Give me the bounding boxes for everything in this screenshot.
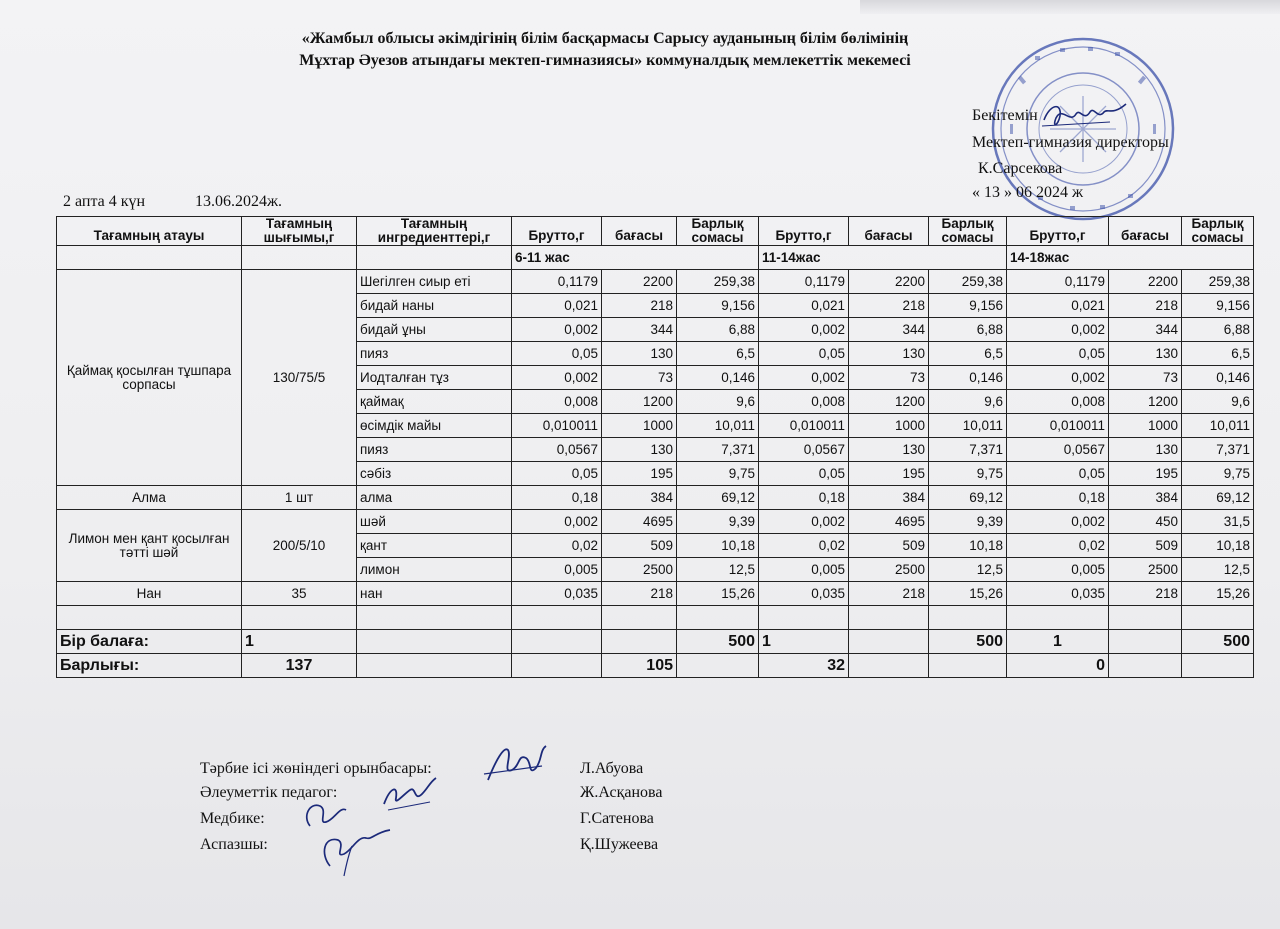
per-child-cell: 500 xyxy=(929,630,1007,654)
ingredient-value: 0,0567 xyxy=(512,438,602,462)
ingredient-value: 384 xyxy=(849,486,929,510)
ingredient-value: 0,035 xyxy=(759,582,849,606)
header-ingredients: Тағамның ингредиенттері,г xyxy=(357,217,512,246)
ingredient-name: нан xyxy=(357,582,512,606)
ingredient-value: 344 xyxy=(849,318,929,342)
header-total: Барлық сомасы xyxy=(1182,217,1254,246)
ingredient-value: 0,035 xyxy=(512,582,602,606)
dish-yield: 35 xyxy=(242,582,357,606)
ingredient-value: 2500 xyxy=(849,558,929,582)
ingredient-value: 6,88 xyxy=(677,318,759,342)
dish-name: Лимон мен қант қосылған тәтті шәй xyxy=(57,510,242,582)
ingredient-value: 73 xyxy=(849,366,929,390)
ingredient-value: 0,05 xyxy=(1007,462,1109,486)
ingredient-value: 0,146 xyxy=(929,366,1007,390)
ingredient-value: 9,6 xyxy=(1182,390,1254,414)
ingredient-value: 7,371 xyxy=(929,438,1007,462)
ingredient-value: 2200 xyxy=(1109,270,1182,294)
ingredient-value: 6,5 xyxy=(1182,342,1254,366)
per-child-cell: Бір балаға: xyxy=(57,630,242,654)
ingredient-value: 6,88 xyxy=(1182,318,1254,342)
ingredient-name: алма xyxy=(357,486,512,510)
ingredient-value: 1200 xyxy=(1109,390,1182,414)
ingredient-value: 0,02 xyxy=(512,534,602,558)
ingredient-value: 218 xyxy=(602,582,677,606)
ingredient-value: 12,5 xyxy=(929,558,1007,582)
ingredient-value: 0,008 xyxy=(759,390,849,414)
ingredient-value: 9,75 xyxy=(677,462,759,486)
dish-yield: 200/5/10 xyxy=(242,510,357,582)
ingredient-value: 1200 xyxy=(849,390,929,414)
ingredient-value: 0,021 xyxy=(512,294,602,318)
age-group-3: 14-18жас xyxy=(1007,246,1254,270)
underlying-page-edge xyxy=(860,0,1280,14)
table-row xyxy=(57,510,1254,534)
ingredient-value: 7,371 xyxy=(677,438,759,462)
ingredient-value: 0,146 xyxy=(1182,366,1254,390)
ingredient-value: 259,38 xyxy=(929,270,1007,294)
table-row xyxy=(57,486,1254,510)
approval-date: « 13 » 06 2024 ж xyxy=(972,184,1084,201)
dish-name: Нан xyxy=(57,582,242,606)
ingredient-name: пияз xyxy=(357,342,512,366)
ingredient-value: 2200 xyxy=(602,270,677,294)
ingredient-value: 0,02 xyxy=(759,534,849,558)
ingredient-value: 0,010011 xyxy=(759,414,849,438)
totals-row xyxy=(57,654,1254,678)
ingredient-value: 0,005 xyxy=(759,558,849,582)
ingredient-value: 130 xyxy=(602,342,677,366)
totals-cell: 32 xyxy=(759,654,849,678)
ingredient-value: 0,002 xyxy=(1007,366,1109,390)
header-price: бағасы xyxy=(602,217,677,246)
ingredient-value: 218 xyxy=(1109,294,1182,318)
ingredient-value: 130 xyxy=(1109,438,1182,462)
ingredient-value: 0,0567 xyxy=(1007,438,1109,462)
ingredient-value: 1200 xyxy=(602,390,677,414)
ingredient-value: 195 xyxy=(849,462,929,486)
ingredient-value: 0,010011 xyxy=(512,414,602,438)
ingredient-value: 10,011 xyxy=(1182,414,1254,438)
ingredient-name: Иодталған тұз xyxy=(357,366,512,390)
director-signature-icon xyxy=(1040,98,1130,132)
ingredient-value: 31,5 xyxy=(1182,510,1254,534)
ingredient-value: 0,05 xyxy=(512,462,602,486)
per-child-row xyxy=(57,630,1254,654)
ingredient-value: 9,6 xyxy=(929,390,1007,414)
header-dish: Тағамның атауы xyxy=(57,217,242,246)
ingredient-value: 0,005 xyxy=(512,558,602,582)
header-yield: Тағамның шығымы,г xyxy=(242,217,357,246)
table-row xyxy=(57,270,1254,294)
totals-cell: 105 xyxy=(602,654,677,678)
ingredient-value: 10,011 xyxy=(677,414,759,438)
per-child-cell: 1 xyxy=(1007,630,1109,654)
ingredient-value: 0,18 xyxy=(759,486,849,510)
ingredient-value: 0,146 xyxy=(677,366,759,390)
ingredient-value: 0,05 xyxy=(759,342,849,366)
ingredient-value: 0,18 xyxy=(1007,486,1109,510)
per-child-cell: 1 xyxy=(242,630,357,654)
ingredient-value: 9,156 xyxy=(1182,294,1254,318)
approval-position: Мектеп-гимназия директоры xyxy=(972,134,1169,151)
dish-name: Алма xyxy=(57,486,242,510)
ingredient-name: бидай наны xyxy=(357,294,512,318)
ingredient-value: 384 xyxy=(1109,486,1182,510)
header-brutto: Брутто,г xyxy=(759,217,849,246)
ingredient-value: 218 xyxy=(602,294,677,318)
ingredient-name: сәбіз xyxy=(357,462,512,486)
ingredient-value: 2500 xyxy=(602,558,677,582)
ingredient-value: 69,12 xyxy=(929,486,1007,510)
ingredient-value: 259,38 xyxy=(1182,270,1254,294)
totals-cell: Барлығы: xyxy=(57,654,242,678)
ingredient-value: 0,021 xyxy=(1007,294,1109,318)
nurse-cook-signature-icon xyxy=(300,796,400,882)
ingredient-value: 73 xyxy=(602,366,677,390)
ingredient-value: 0,002 xyxy=(1007,510,1109,534)
ingredient-value: 0,002 xyxy=(512,510,602,534)
ingredient-value: 1000 xyxy=(602,414,677,438)
ingredient-value: 9,39 xyxy=(929,510,1007,534)
ingredient-value: 218 xyxy=(849,582,929,606)
header-price: бағасы xyxy=(849,217,929,246)
ingredient-value: 218 xyxy=(849,294,929,318)
ingredient-value: 0,1179 xyxy=(1007,270,1109,294)
ingredient-value: 0,05 xyxy=(1007,342,1109,366)
deputy-signature-icon xyxy=(482,740,552,788)
header-total: Барлық сомасы xyxy=(929,217,1007,246)
ingredient-value: 9,156 xyxy=(677,294,759,318)
ingredient-name: өсімдік майы xyxy=(357,414,512,438)
ingredient-value: 0,05 xyxy=(512,342,602,366)
footer-role-deputy: Тәрбие ісі жөніндегі орынбасары: xyxy=(200,760,432,777)
age-group-2: 11-14жас xyxy=(759,246,1007,270)
ingredient-value: 0,010011 xyxy=(1007,414,1109,438)
ingredient-value: 0,18 xyxy=(512,486,602,510)
ingredient-value: 0,002 xyxy=(759,318,849,342)
ingredient-name: Шегілген сиыр еті xyxy=(357,270,512,294)
ingredient-value: 10,011 xyxy=(929,414,1007,438)
ingredient-value: 195 xyxy=(1109,462,1182,486)
ingredient-value: 12,5 xyxy=(677,558,759,582)
menu-table xyxy=(56,216,1254,678)
ingredient-value: 69,12 xyxy=(1182,486,1254,510)
per-child-cell: 500 xyxy=(1182,630,1254,654)
ingredient-value: 509 xyxy=(849,534,929,558)
ingredient-value: 130 xyxy=(602,438,677,462)
ingredient-value: 0,002 xyxy=(512,366,602,390)
ingredient-value: 0,035 xyxy=(1007,582,1109,606)
table-row xyxy=(57,582,1254,606)
ingredient-value: 450 xyxy=(1109,510,1182,534)
ingredient-value: 130 xyxy=(1109,342,1182,366)
week-day-label: 2 апта 4 күн xyxy=(63,193,146,210)
header-brutto: Брутто,г xyxy=(1007,217,1109,246)
ingredient-value: 195 xyxy=(602,462,677,486)
ingredient-value: 6,88 xyxy=(929,318,1007,342)
ingredient-value: 218 xyxy=(1109,582,1182,606)
ingredient-value: 259,38 xyxy=(677,270,759,294)
ingredient-name: бидай ұны xyxy=(357,318,512,342)
ingredient-value: 0,1179 xyxy=(512,270,602,294)
ingredient-name: лимон xyxy=(357,558,512,582)
ingredient-value: 4695 xyxy=(849,510,929,534)
ingredient-value: 7,371 xyxy=(1182,438,1254,462)
ingredient-value: 344 xyxy=(1109,318,1182,342)
ingredient-value: 0,005 xyxy=(1007,558,1109,582)
totals-cell: 137 xyxy=(242,654,357,678)
ingredient-value: 0,02 xyxy=(1007,534,1109,558)
ingredient-value: 509 xyxy=(602,534,677,558)
approval-title: Бекітемін xyxy=(972,107,1038,124)
footer-name-deputy: Л.Абуова xyxy=(580,760,644,777)
per-child-cell: 1 xyxy=(759,630,849,654)
ingredient-value: 10,18 xyxy=(1182,534,1254,558)
footer-name-nurse: Г.Сатенова xyxy=(580,810,654,827)
ingredient-value: 0,05 xyxy=(759,462,849,486)
ingredient-value: 509 xyxy=(1109,534,1182,558)
ingredient-value: 6,5 xyxy=(929,342,1007,366)
ingredient-value: 9,39 xyxy=(677,510,759,534)
ingredient-value: 0,008 xyxy=(512,390,602,414)
totals-cell: 0 xyxy=(1007,654,1109,678)
header-price: бағасы xyxy=(1109,217,1182,246)
school-header-line1: «Жамбыл облысы әкімдігінің білім басқармасы Сарысу ауданының білім бөлімінің xyxy=(301,30,909,47)
footer-name-cook: Қ.Шужеева xyxy=(580,836,659,853)
dish-yield: 1 шт xyxy=(242,486,357,510)
ingredient-value: 15,26 xyxy=(929,582,1007,606)
header-brutto: Брутто,г xyxy=(512,217,602,246)
age-group-1: 6-11 жас xyxy=(512,246,759,270)
ingredient-value: 0,021 xyxy=(759,294,849,318)
ingredient-name: қаймақ xyxy=(357,390,512,414)
ingredient-value: 4695 xyxy=(602,510,677,534)
ingredient-value: 0,002 xyxy=(759,366,849,390)
ingredient-value: 10,18 xyxy=(929,534,1007,558)
ingredient-value: 6,5 xyxy=(677,342,759,366)
dish-yield: 130/75/5 xyxy=(242,270,357,486)
ingredient-name: шәй xyxy=(357,510,512,534)
ingredient-value: 0,0567 xyxy=(759,438,849,462)
ingredient-value: 73 xyxy=(1109,366,1182,390)
school-header-line2: Мұхтар Әуезов атындағы мектеп-гимназиясы» коммуналдық мемлекеттік мекемесі xyxy=(299,52,911,69)
ingredient-value: 9,75 xyxy=(929,462,1007,486)
per-child-cell: 500 xyxy=(677,630,759,654)
menu-date: 13.06.2024ж. xyxy=(195,193,283,210)
footer-role-social-pedagogue: Әлеуметтік педагог: xyxy=(200,784,338,801)
ingredient-value: 130 xyxy=(849,438,929,462)
ingredient-value: 0,002 xyxy=(759,510,849,534)
footer-role-nurse: Медбике: xyxy=(200,810,265,827)
ingredient-value: 0,1179 xyxy=(759,270,849,294)
ingredient-value: 0,002 xyxy=(1007,318,1109,342)
footer-name-social-pedagogue: Ж.Асқанова xyxy=(580,784,663,801)
ingredient-name: пияз xyxy=(357,438,512,462)
ingredient-value: 1000 xyxy=(1109,414,1182,438)
ingredient-value: 384 xyxy=(602,486,677,510)
ingredient-value: 15,26 xyxy=(1182,582,1254,606)
ingredient-value: 0,008 xyxy=(1007,390,1109,414)
ingredient-value: 9,156 xyxy=(929,294,1007,318)
ingredient-value: 10,18 xyxy=(677,534,759,558)
footer-role-cook: Аспазшы: xyxy=(200,836,268,853)
ingredient-value: 0,002 xyxy=(512,318,602,342)
approval-name: К.Сарсекова xyxy=(978,160,1063,177)
ingredient-value: 9,75 xyxy=(1182,462,1254,486)
ingredient-name: қант xyxy=(357,534,512,558)
dish-name: Қаймақ қосылған тұшпара сорпасы xyxy=(57,270,242,486)
header-total: Барлық сомасы xyxy=(677,217,759,246)
ingredient-value: 130 xyxy=(849,342,929,366)
empty-row xyxy=(57,606,1254,630)
ingredient-value: 9,6 xyxy=(677,390,759,414)
ingredient-value: 1000 xyxy=(849,414,929,438)
ingredient-value: 344 xyxy=(602,318,677,342)
ingredient-value: 69,12 xyxy=(677,486,759,510)
ingredient-value: 2200 xyxy=(849,270,929,294)
ingredient-value: 12,5 xyxy=(1182,558,1254,582)
ingredient-value: 2500 xyxy=(1109,558,1182,582)
ingredient-value: 15,26 xyxy=(677,582,759,606)
